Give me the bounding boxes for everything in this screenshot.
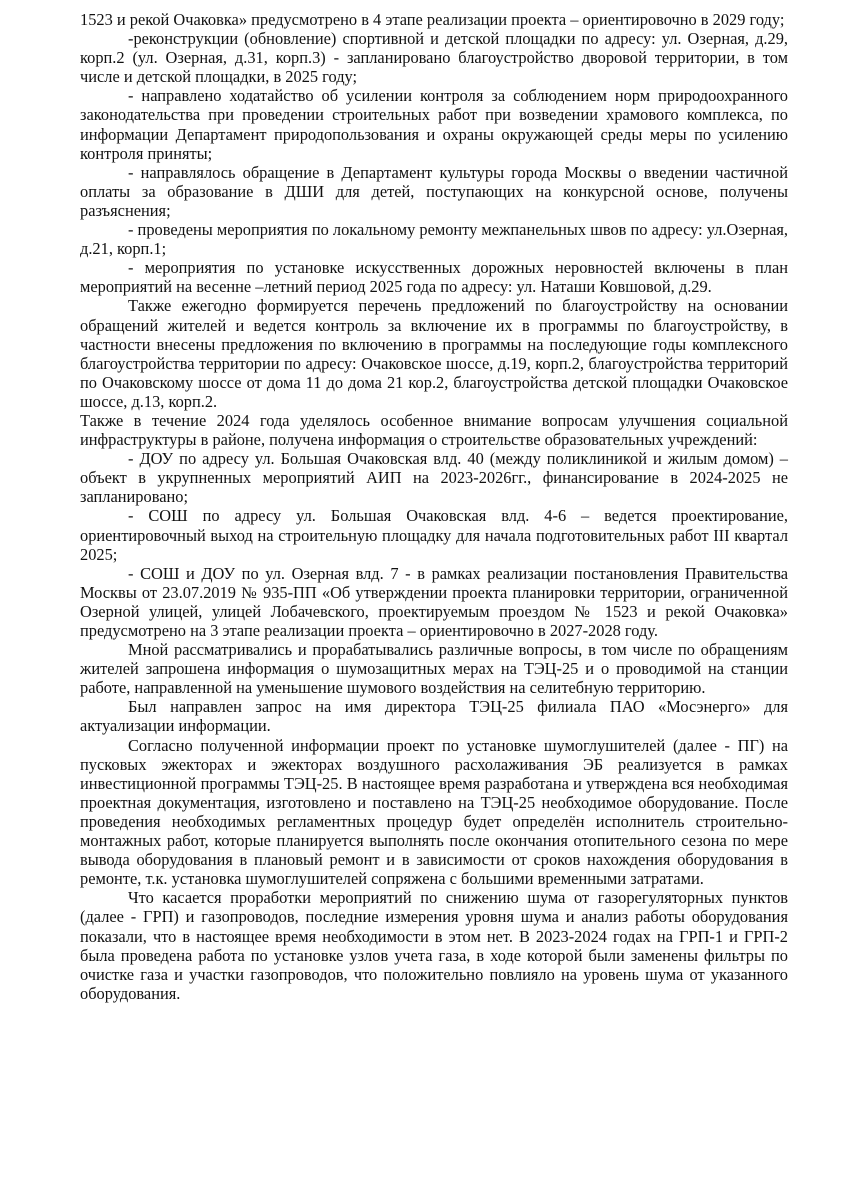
paragraph-1: 1523 и рекой Очаковка» предусмотрено в 4 этапе реализации проекта – ориентировочно в 2029 году; bbox=[80, 10, 785, 29]
paragraph-15: Что касается проработки мероприятий по снижению шума от газорегуляторных пунктов (далее - ГРП) и газопроводов, последние измерения уровня шума и анализ работы оборудования показали, что в настоящее время необходимости в этом нет. В 2023-2024 годах на ГРП-1 и ГРП-2 была проведена работа по установке узлов учета газа, в ходе которой были заменены фильтры по очистке газа и участки газопроводов, что положительно повлияло на уровень шума от указанного оборудования. bbox=[80, 888, 788, 1003]
paragraph-5: - проведены мероприятия по локальному ремонту межпанельных швов по адресу: ул.Озерная, д.21, корп.1; bbox=[80, 220, 788, 259]
paragraph-14: Согласно полученной информации проект по установке шумоглушителей (далее - ПГ) на пусковых эжекторах и эжекторах воздушного расхолаживания ЭБ реализуется в рамках инвестиционной программы ТЭЦ-25. В настоящее время разработана и утверждена вся необходимая проектная документация, изготовлено и поставлено на ТЭЦ-25 необходимое оборудование. После проведения необходимых регламентных процедур будет определён исполнитель строительно-монтажных работ, которые планируется выполнять после окончания отопительного сезона по мере вывода оборудования в плановый ремонт и в зависимости от сроков нахождения оборудования в ремонте, т.к. установка шумоглушителей сопряжена с большими временными затратами. bbox=[80, 735, 788, 889]
paragraph-10: - СОШ по адресу ул. Большая Очаковская влд. 4-6 – ведется проектирование, ориентировочный выход на строительную площадку для начала подготовительных работ III квартал 2025; bbox=[80, 506, 788, 564]
paragraph-6: - мероприятия по установке искусственных дорожных неровностей включены в план мероприятий на весенне –летний период 2025 года по адресу: ул. Наташи Ковшовой, д.29. bbox=[80, 258, 788, 297]
paragraph-13: Был направлен запрос на имя директора ТЭЦ-25 филиала ПАО «Мосэнерго» для актуализации информации. bbox=[80, 697, 788, 736]
document-page bbox=[80, 10, 788, 1003]
paragraph-3: - направлено ходатайство об усилении контроля за соблюдением норм природоохранного законодательства при проведении строительных работ при возведении храмового комплекса, по информации Департамент природопользования и охраны окружающей среды меры по усилению контроля приняты; bbox=[80, 86, 788, 163]
paragraph-2: -реконструкции (обновление) спортивной и детской площадки по адресу: ул. Озерная, д.29, корп.2 (ул. Озерная, д.31, корп.3) - запланировано благоустройство дворовой территории, в том числе и детской площадки, в 2025 году; bbox=[80, 29, 788, 87]
paragraph-11: - СОШ и ДОУ по ул. Озерная влд. 7 - в рамках реализации постановления Правительства Москвы от 23.07.2019 № 935-ПП «Об утверждении проекта планировки территории, ограниченной Озерной улицей, улицей Лобачевского, проектируемым проездом № 1523 и рекой Очаковка» предусмотрено на 3 этапе реализации проекта – ориентировочно в 2027-2028 году. bbox=[80, 563, 788, 640]
paragraph-4: - направлялось обращение в Департамент культуры города Москвы о введении частичной оплаты за образование в ДШИ для детей, поступающих на конкурсной основе, получены разъяснения; bbox=[80, 162, 788, 220]
paragraph-9: - ДОУ по адресу ул. Большая Очаковская влд. 40 (между поликлиникой и жилым домом) – объект в укрупненных мероприятий АИП на 2023-2026гг., финансирование в 2024-2025 не запланировано; bbox=[80, 449, 788, 507]
paragraph-7: Также ежегодно формируется перечень предложений по благоустройству на основании обращений жителей и ведется контроль за включение их в программы по благоустройству, в частности внесены предложения по включению в программы на последующие годы комплексного благоустройства территории по адресу: Очаковское шоссе, д.19, корп.2, благоустройства территорий по Очаковскому шоссе от дома 11 до дома 21 кор.2, благоустройства детской площадки Очаковское шоссе, д.13, корп.2. bbox=[80, 296, 788, 411]
paragraph-8: Также в течение 2024 года уделялось особенное внимание вопросам улучшения социальной инфраструктуры в районе, получена информация о строительстве образовательных учреждений: bbox=[80, 410, 788, 450]
paragraph-12: Мной рассматривались и прорабатывались различные вопросы, в том числе по обращениям жителей запрошена информация о шумозащитных мерах на ТЭЦ-25 и о проводимой на станции работе, направленной на уменьшение шумового воздействия на селитебную территорию. bbox=[80, 640, 788, 698]
